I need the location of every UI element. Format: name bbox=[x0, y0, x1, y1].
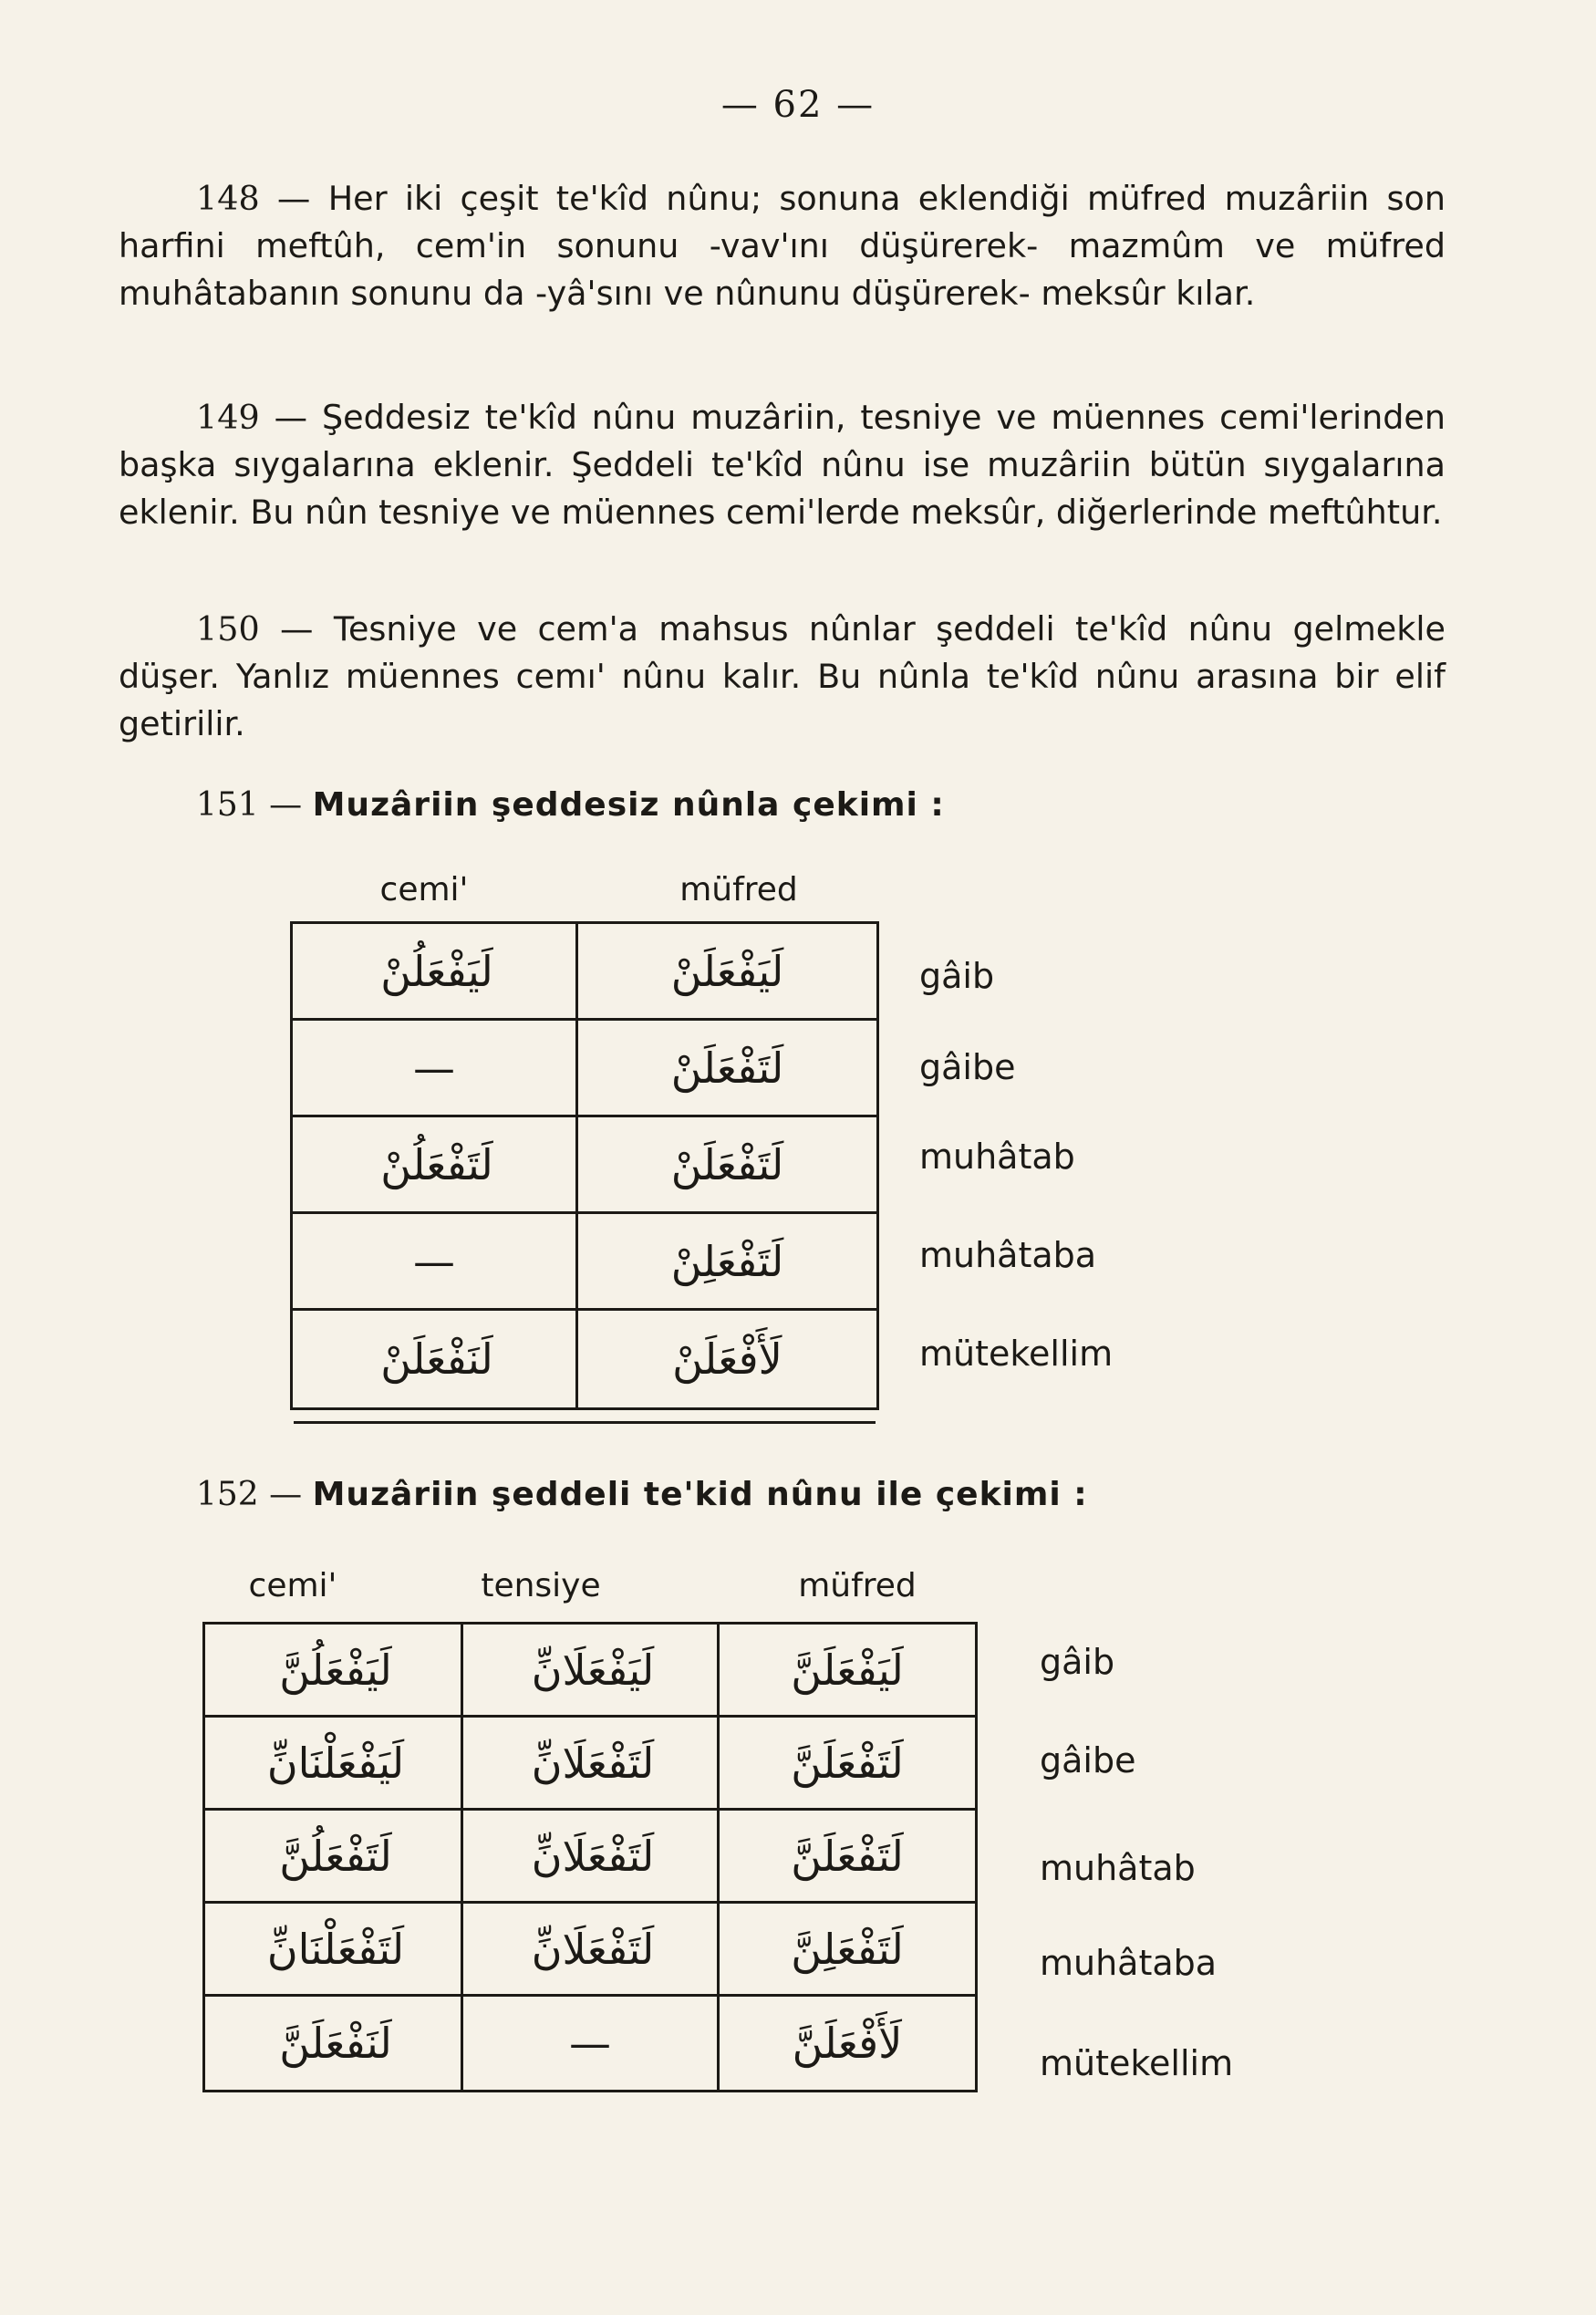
cell-tensiye: لَتَفْعَلَانِّ bbox=[463, 1718, 720, 1811]
cell-cemi: لَتَفْعَلُنَّ bbox=[205, 1811, 463, 1904]
cell-mufred: لَيَفْعَلَنَّ bbox=[720, 1625, 975, 1718]
cell-cemi: — bbox=[293, 1021, 578, 1117]
cell-mufred: لَتَفْعَلَنَّ bbox=[720, 1718, 975, 1811]
row-label-gaibe: gâibe bbox=[919, 1047, 1016, 1087]
row-label-muhatab: muhâtab bbox=[919, 1137, 1075, 1177]
row-label-gaib: gâib bbox=[919, 956, 995, 996]
column-header-mufred: müfred bbox=[679, 871, 798, 908]
cell-cemi: لَنَفْعَلَنْ bbox=[293, 1311, 578, 1407]
paragraph-149 bbox=[119, 394, 1446, 536]
page-number: — 62 — bbox=[720, 84, 876, 126]
section-heading-152 bbox=[196, 1476, 1088, 1513]
column-header-cemi: cemi' bbox=[248, 1567, 337, 1604]
table-row bbox=[293, 1214, 876, 1311]
table-row bbox=[293, 1117, 876, 1214]
cell-mufred: لَتَفْعَلِنَّ bbox=[720, 1904, 975, 1997]
column-header-mufred: müfred bbox=[798, 1567, 917, 1604]
paragraph-number: 149 bbox=[196, 398, 260, 437]
section-heading-151 bbox=[196, 786, 945, 824]
cell-cemi: لَتَفْعَلْنَانِّ bbox=[205, 1904, 463, 1997]
table-row bbox=[205, 1904, 975, 1997]
row-label-muhataba: muhâtaba bbox=[1040, 1943, 1218, 1983]
table-row bbox=[205, 1718, 975, 1811]
section-number: 151 bbox=[196, 786, 259, 824]
table-row bbox=[293, 1021, 876, 1117]
conjugation-table-151 bbox=[290, 921, 879, 1410]
table-row bbox=[293, 1311, 876, 1407]
cell-mufred: لَأَفْعَلَنَّ bbox=[792, 2019, 903, 2068]
cell-tensiye: لَتَفْعَلَانِّ bbox=[463, 1904, 720, 1997]
cell-mufred: لَأَفْعَلَنْ bbox=[672, 1334, 782, 1384]
paragraph-150 bbox=[119, 606, 1446, 748]
table-row bbox=[205, 1625, 975, 1718]
section-dash: — bbox=[258, 1476, 313, 1513]
column-header-tensiye: tensiye bbox=[481, 1567, 601, 1604]
cell-mufred: لَتَفْعَلَنَّ bbox=[720, 1811, 975, 1904]
paragraph-text: — Her iki çeşit te'kîd nûnu; sonuna eklendiği müfred muzâriin son harfini meftûh, cem'in sonunu -vav'ını düşürerek- mazmûm ve müfred muhâtabanın sonunu da -yâ'sını ve nûnunu düşürerek- meksûr kılar. bbox=[119, 179, 1446, 313]
cell-cemi: لَنَفْعَلَنَّ bbox=[205, 1997, 463, 2090]
row-label-gaib: gâib bbox=[1040, 1642, 1115, 1682]
cell-cemi: — bbox=[293, 1214, 578, 1311]
cell-tensiye: لَتَفْعَلَانِّ bbox=[463, 1811, 720, 1904]
section-number: 152 bbox=[196, 1476, 259, 1513]
cell-cemi: لَيَفْعَلُنَّ bbox=[205, 1625, 463, 1718]
cell-tensiye: لَيَفْعَلَانِّ bbox=[463, 1625, 720, 1718]
cell-mufred: لَتَفْعَلِنْ bbox=[578, 1214, 876, 1311]
paragraph-text: — Tesniye ve cem'a mahsus nûnlar şeddeli te'kîd nûnu gelmekle düşer. Yanlız müennes cemı' nûnu kalır. Bu nûnla te'kîd nûnu arasına bir elif getirilir. bbox=[119, 609, 1446, 743]
paragraph-number: 150 bbox=[196, 609, 260, 649]
row-label-gaibe: gâibe bbox=[1040, 1740, 1136, 1780]
cell-cemi: لَتَفْعَلُنْ bbox=[293, 1117, 578, 1214]
row-label-muhataba: muhâtaba bbox=[919, 1235, 1097, 1275]
cell-mufred: لَتَفْعَلَنْ bbox=[578, 1117, 876, 1214]
section-dash: — bbox=[258, 786, 313, 824]
table-row bbox=[205, 1811, 975, 1904]
column-header-cemi: cemi' bbox=[379, 871, 469, 908]
cell-cemi: لَيَفْعَلْنَانِّ bbox=[205, 1718, 463, 1811]
paragraph-148 bbox=[119, 175, 1446, 317]
row-label-mutekellim: mütekellim bbox=[919, 1334, 1114, 1374]
paragraph-text: — Şeddesiz te'kîd nûnu muzâriin, tesniye ve müennes cemi'lerinden başka sıygalarına eklenir. Şeddeli te'kîd nûnu ise muzâriin bütün sıygalarına eklenir. Bu nûn tesniye ve müennes cemi'lerde meksûr, diğerlerinde meftûhtur. bbox=[119, 398, 1446, 532]
section-title: Muzâriin şeddeli te'kid nûnu ile çekimi : bbox=[312, 1476, 1088, 1513]
section-title: Muzâriin şeddesiz nûnla çekimi : bbox=[312, 786, 945, 824]
table-row bbox=[293, 924, 876, 1021]
table-bottom-rule bbox=[294, 1421, 876, 1424]
cell-tensiye: — bbox=[463, 1997, 720, 2090]
row-label-mutekellim: mütekellim bbox=[1040, 2043, 1234, 2083]
conjugation-table-152 bbox=[202, 1622, 978, 2092]
table-row bbox=[205, 1997, 975, 2090]
cell-cemi: لَيَفْعَلُنْ bbox=[293, 924, 578, 1021]
paragraph-number: 148 bbox=[196, 179, 260, 218]
cell-mufred: لَيَفْعَلَنْ bbox=[578, 924, 876, 1021]
row-label-muhatab: muhâtab bbox=[1040, 1848, 1196, 1888]
cell-mufred: لَتَفْعَلَنْ bbox=[578, 1021, 876, 1117]
